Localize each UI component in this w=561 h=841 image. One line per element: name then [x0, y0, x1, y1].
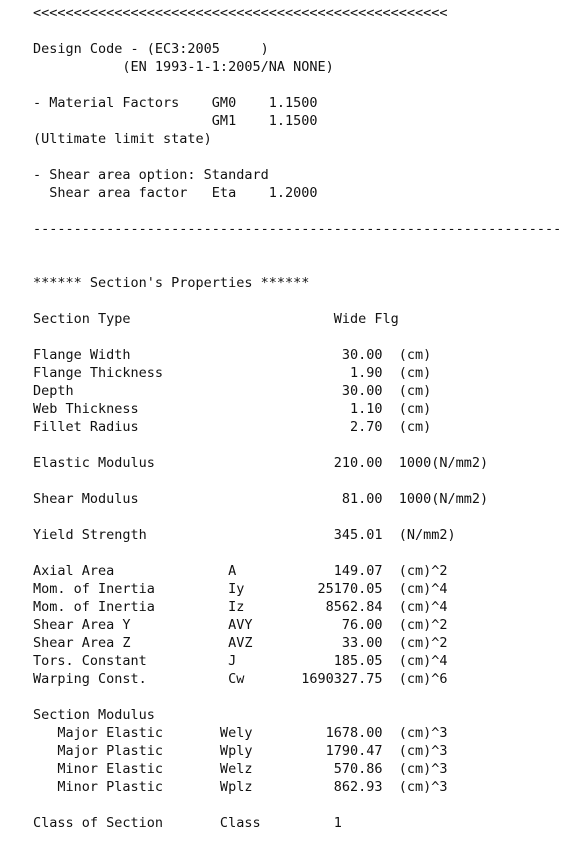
warping-constant: Warping Const. Cw 1690327.75 (cm)^6: [33, 671, 448, 687]
torsion-constant: Tors. Constant J 185.05 (cm)^4: [33, 653, 448, 669]
shear-area-factor: Shear area factor Eta 1.2000: [33, 185, 318, 201]
major-plastic-modulus: Major Plastic Wply 1790.47 (cm)^3: [33, 743, 448, 759]
report-line: [33, 202, 497, 220]
report-line-separator-dashes: -----------------------------------------------------------------: [33, 221, 561, 237]
elastic-modulus: Elastic Modulus 210.00 1000(N/mm2): [33, 455, 489, 471]
axial-area: Axial Area A 149.07 (cm)^2: [33, 563, 448, 579]
shear-modulus: Shear Modulus 81.00 1000(N/mm2): [33, 491, 489, 507]
report-text-area: [33, 4, 561, 841]
fillet-radius: Fillet Radius 2.70 (cm): [33, 419, 432, 435]
report-line: [33, 436, 497, 454]
report-line: [33, 796, 497, 814]
limit-state-line: (Ultimate limit state): [33, 131, 212, 147]
report-line: [33, 328, 497, 346]
report-line: [33, 688, 497, 706]
design-code-line: Design Code - (EC3:2005 ): [33, 41, 269, 57]
report-line: [33, 238, 497, 256]
material-factor-gm0: - Material Factors GM0 1.1500: [33, 95, 318, 111]
yield-strength: Yield Strength 345.01 (N/mm2): [33, 527, 456, 543]
section-class: Class of Section Class 1: [33, 815, 342, 831]
minor-elastic-modulus: Minor Elastic Welz 570.86 (cm)^3: [33, 761, 448, 777]
inertia-iy: Mom. of Inertia Iy 25170.05 (cm)^4: [33, 581, 448, 597]
report-line: [33, 148, 497, 166]
shear-area-option: - Shear area option: Standard: [33, 167, 269, 183]
shear-area-z: Shear Area Z AVZ 33.00 (cm)^2: [33, 635, 448, 651]
report-line: [33, 472, 497, 490]
section-properties-heading: ****** Section's Properties ******: [33, 275, 310, 291]
report-line: [33, 544, 497, 562]
report-line: [33, 22, 497, 40]
shear-area-y: Shear Area Y AVY 76.00 (cm)^2: [33, 617, 448, 633]
section-type: Section Type Wide Flg: [33, 311, 399, 327]
section-modulus-heading: Section Modulus: [33, 707, 155, 723]
inertia-iz: Mom. of Inertia Iz 8562.84 (cm)^4: [33, 599, 448, 615]
material-factor-gm1: GM1 1.1500: [33, 113, 318, 129]
design-code-standard-line: (EN 1993-1-1:2005/NA NONE): [33, 59, 334, 75]
flange-width: Flange Width 30.00 (cm): [33, 347, 432, 363]
report-line-separator-top: <<<<<<<<<<<<<<<<<<<<<<<<<<<<<<<<<<<<<<<<<<<<<<<<<<<: [33, 5, 448, 21]
report-line: [33, 76, 497, 94]
flange-thickness: Flange Thickness 1.90 (cm): [33, 365, 432, 381]
report-line: [33, 256, 497, 274]
major-elastic-modulus: Major Elastic Wely 1678.00 (cm)^3: [33, 725, 448, 741]
report-line: [33, 292, 497, 310]
web-thickness: Web Thickness 1.10 (cm): [33, 401, 432, 417]
depth: Depth 30.00 (cm): [33, 383, 432, 399]
report-line: [33, 508, 497, 526]
minor-plastic-modulus: Minor Plastic Wplz 862.93 (cm)^3: [33, 779, 448, 795]
